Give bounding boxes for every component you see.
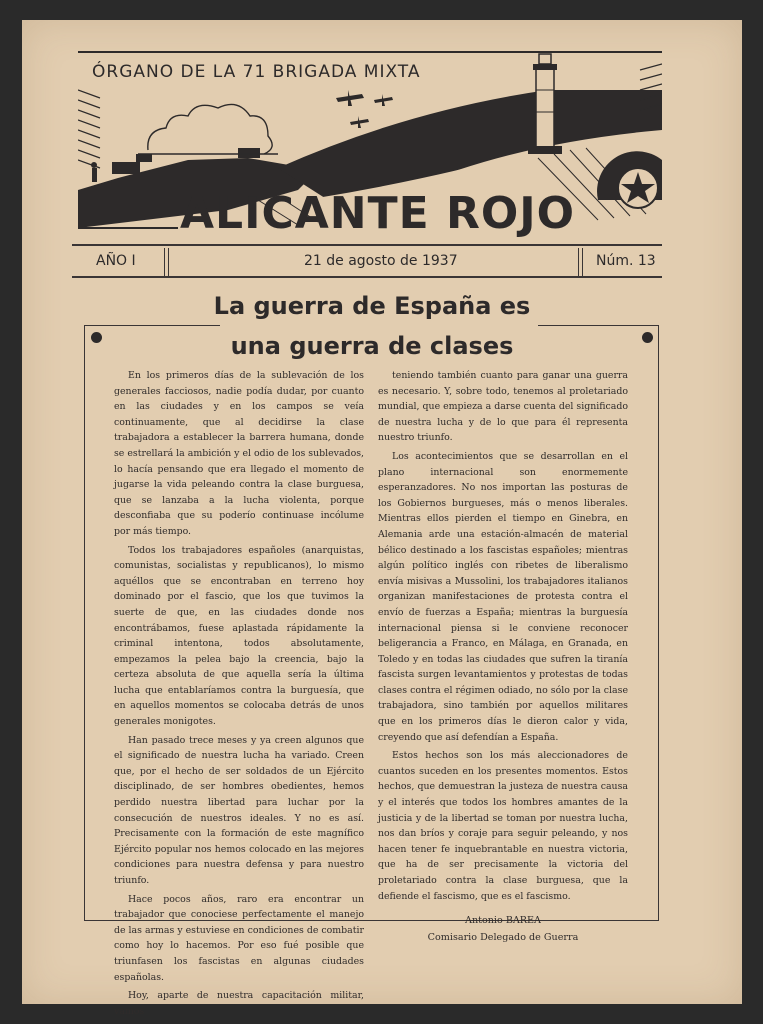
newspaper-page (22, 20, 742, 1017)
issue-number: Núm. 13 (596, 253, 656, 269)
frame-border (84, 325, 85, 921)
paragraph: Todos los trabajadores españoles (anarquistas, comunistas, socialistas y republicanos), lo mismo aquéllos que se encontraban en terreno hoy dominado por el fascio, que los que tuvimos la suerte de que, en las ciudades donde nos encontrábamos, fuese aplastada rápidamente la criminal intentona, todos absolutamente, empezamos la pelea bajo la creencia, bajo la certeza absoluta de que aquella sería la última lucha que entablaríamos contra la burguesía, que en aquellos momentos se colocaba detrás de unos generales monigotes. (114, 544, 364, 728)
author-role: Comisario Delegado de Guerra (427, 932, 579, 944)
masthead-rule-bottom (72, 276, 662, 278)
info-separator (578, 248, 579, 276)
paragraph: Han pasado trece meses y ya creen algunos que el significado de nuestra lucha ha variado. Creen que, por el hecho de ser soldados de un Ejército disciplinado, de ser hombres obedientes, hemos perdido nuestra libertad para luchar por la consecución de nuestros ideales. Y no es así. Precisamente con la formación de este magnífico Ejército popular nos hemos colocado en las mejores condiciones para nuestra defensa y para nuestro triunfo. (114, 734, 364, 886)
organ-subtitle: ÓRGANO DE LA 71 BRIGADA MIXTA (92, 62, 421, 82)
issue-info-bar (72, 248, 662, 276)
paragraph: Estos hechos son los más aleccionadores de cuantos suceden en los presentes momentos. Estos hechos, que demuestran la justeza de nuestra causa y el interés que todos los hombres amantes de la justicia y de la libertad se toman por nuestra lucha, nos dan bríos y coraje para seguir peleando, y nos hacen tener fe inquebrantable en nuestra victoria, que ha de ser precisamente la victoria del proletariado contra la clase burguesa, que la defiende el fascismo, que es el fascismo. (378, 750, 628, 902)
headline-line-1: La guerra de España es (213, 292, 531, 320)
issue-year: AÑO I (96, 253, 136, 269)
info-separator (164, 248, 165, 276)
paragraph: Hoy, aparte de nuestra capacitación militar, vamos (114, 990, 364, 1017)
headline-line-2: una guerra de clases (230, 332, 514, 360)
newspaper-title: ALICANTE ROJO (180, 188, 576, 239)
paragraph: En los primeros días de la sublevación de los generales facciosos, nadie podía dudar, por cuanto en las ciudades y en los campos se veía continuamente, que al decidirse la clase trabajadora a establecer la barrera humana, donde se estrellará la ambición y el odio de los sublevados, lo hacía pensando que era llegado el momento de jugarse la vida peleando contra la clase burguesa, que se lanzaba a la lucha violenta, porque desconfiaba que su poderío continuase incólume por más tiempo. (114, 370, 364, 537)
bullet-ornament-icon (642, 332, 653, 343)
info-separator (582, 248, 583, 276)
paragraph: Los acontecimientos que se desarrollan en el plano internacional son enormemente esperanzadores. No nos importan las posturas de los Gobiernos burgueses, más o menos liberales. Mientras ellos pierden el tiempo en Ginebra, en Alemania arde una estación-almacén de material bélico destinado a los fascistas españoles; mientras algún político inglés con ribetes de liberalismo envía misivas a Mussolini, los trabajadores italianos organizan manifestaciones de protesta contra el envío de fuerzas a España; mientras la burguesía internacional piensa si le conviene reconocer beligerancia a Franco, en Málaga, en Granada, en Toledo y en todas las ciudades que sufren la tiranía fascista surgen levantamientos y protestas de todas clases contra el régimen odiado, no sólo por la clase trabajadora, sino también por aquellos militares que en los primeros días le dieron calor y vida, creyendo que así defendían a España. (378, 450, 628, 743)
frame-border (84, 325, 220, 326)
masthead-rule-top (72, 244, 662, 246)
article-signature (378, 912, 628, 946)
paragraph: Hace pocos años, raro era encontrar un trabajador que conociese perfectamente el manejo de las armas y estuviese en condiciones de combatir como hoy lo hacemos. Por eso fué posible que triunfasen los fascistas en algunas ciudades españolas. (114, 893, 364, 983)
info-separator (168, 248, 169, 276)
paragraph: teniendo también cuanto para ganar una guerra es necesario. Y, sobre todo, tenemos al proletariado mundial, que empieza a darse cuenta del significado de nuestra lucha y de lo que para él representa nuestro triunfo. (378, 370, 628, 444)
masthead (78, 50, 662, 240)
article-column-left (114, 368, 364, 1019)
frame-border (538, 325, 658, 326)
article-column-right (378, 368, 628, 946)
article-headline (82, 286, 662, 366)
frame-border (658, 325, 659, 921)
bullet-ornament-icon (91, 332, 102, 343)
issue-date: 21 de agosto de 1937 (304, 253, 458, 269)
airplanes-icon (336, 90, 393, 128)
author-name: Antonio BAREA (465, 915, 541, 927)
